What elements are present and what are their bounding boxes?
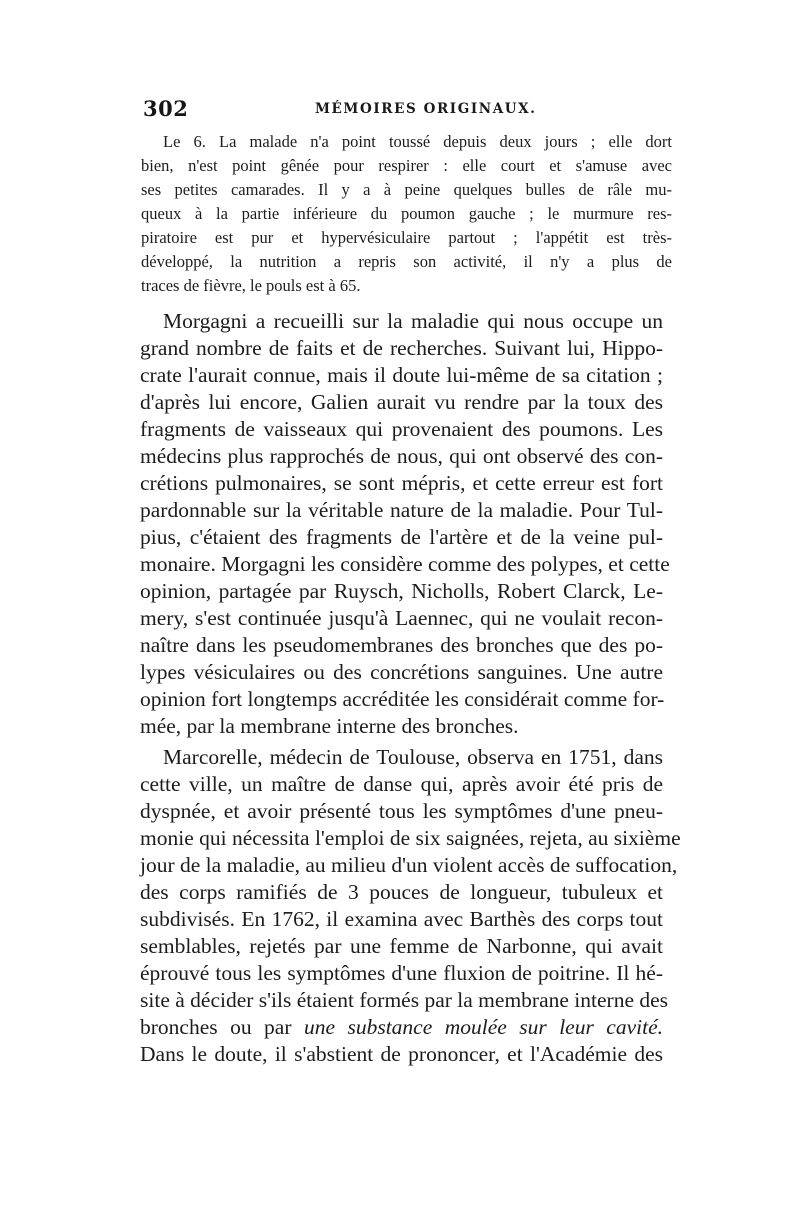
text-line: lypes vésiculaires ou des concrétions sanguines. Une autre — [140, 660, 663, 684]
text-line: crate l'aurait connue, mais il doute lui-même de sa citation ; — [140, 363, 663, 387]
text-line — [140, 1012, 663, 1042]
text-line: crétions pulmonaires, se sont mépris, et cette erreur est fort — [140, 471, 663, 495]
text-line: mée, par la membrane interne des bronches. — [140, 714, 519, 738]
text-line: grand nombre de faits et de recherches. Suivant lui, Hippo- — [140, 336, 663, 360]
text-line: queux à la partie inférieure du poumon gauche ; le murmure res- — [141, 204, 672, 223]
text-line: d'après lui encore, Galien aurait vu rendre par la toux des — [140, 390, 663, 414]
page-header — [140, 96, 670, 126]
text-line: Le 6. La malade n'a point toussé depuis deux jours ; elle dort — [163, 132, 672, 151]
text-line: cette ville, un maître de danse qui, après avoir été pris de — [140, 772, 663, 796]
text-run: bronches ou par — [140, 1015, 304, 1039]
text-line: monie qui nécessita l'emploi de six saignées, rejeta, au sixième — [140, 826, 681, 850]
text-line: piratoire est pur et hypervésiculaire partout ; l'appétit est très- — [141, 228, 672, 247]
text-line: éprouvé tous les symptômes d'une fluxion de poitrine. Il hé- — [140, 961, 663, 985]
text-line: fragments de vaisseaux qui provenaient des poumons. Les — [140, 417, 663, 441]
text-line: mery, s'est continuée jusqu'à Laennec, qui ne voulait recon- — [140, 606, 663, 630]
text-line: pius, c'étaient des fragments de l'artère et de la veine pul- — [140, 525, 663, 549]
text-line: opinion fort longtemps accréditée les considérait comme for- — [140, 687, 665, 711]
text-line: Marcorelle, médecin de Toulouse, observa en 1751, dans — [163, 745, 663, 769]
running-head: MÉMOIRES ORIGINAUX. — [315, 101, 537, 117]
text-line: naître dans les pseudomembranes des bronches que des po- — [140, 633, 663, 657]
text-line: développé, la nutrition a repris son activité, il n'y a plus de — [141, 252, 672, 271]
page-number: 302 — [143, 96, 189, 121]
text-line: semblables, rejetés par une femme de Narbonne, qui avait — [140, 934, 663, 958]
text-line: opinion, partagée par Ruysch, Nicholls, Robert Clarck, Le- — [140, 579, 663, 603]
text-line: jour de la maladie, au milieu d'un violent accès de suffocation, — [140, 853, 678, 877]
text-line: bien, n'est point gênée pour respirer : elle court et s'amuse avec — [141, 156, 672, 175]
text-line: site à décider s'ils étaient formés par la membrane interne des — [140, 988, 669, 1012]
text-line: pardonnable sur la véritable nature de la maladie. Pour Tul- — [140, 498, 663, 522]
text-line: médecins plus rapprochés de nous, qui ont observé des con- — [140, 444, 663, 468]
text-line: monaire. Morgagni les considère comme des polypes, et cette — [140, 552, 670, 576]
text-line: Dans le doute, il s'abstient de prononcer, et l'Académie des — [140, 1042, 663, 1066]
text-line: dyspnée, et avoir présenté tous les symptômes d'une pneu- — [140, 799, 663, 823]
text-line: subdivisés. En 1762, il examina avec Barthès des corps tout — [140, 907, 663, 931]
italic-phrase: une substance moulée sur leur cavité. — [303, 1015, 663, 1039]
text-line: ses petites camarades. Il y a à peine quelques bulles de râle mu- — [141, 180, 672, 199]
text-line: des corps ramifiés de 3 pouces de longueur, tubuleux et — [140, 880, 663, 904]
text-line: Morgagni a recueilli sur la maladie qui nous occupe un — [163, 309, 663, 333]
text-line: traces de fièvre, le pouls est à 65. — [141, 276, 361, 295]
